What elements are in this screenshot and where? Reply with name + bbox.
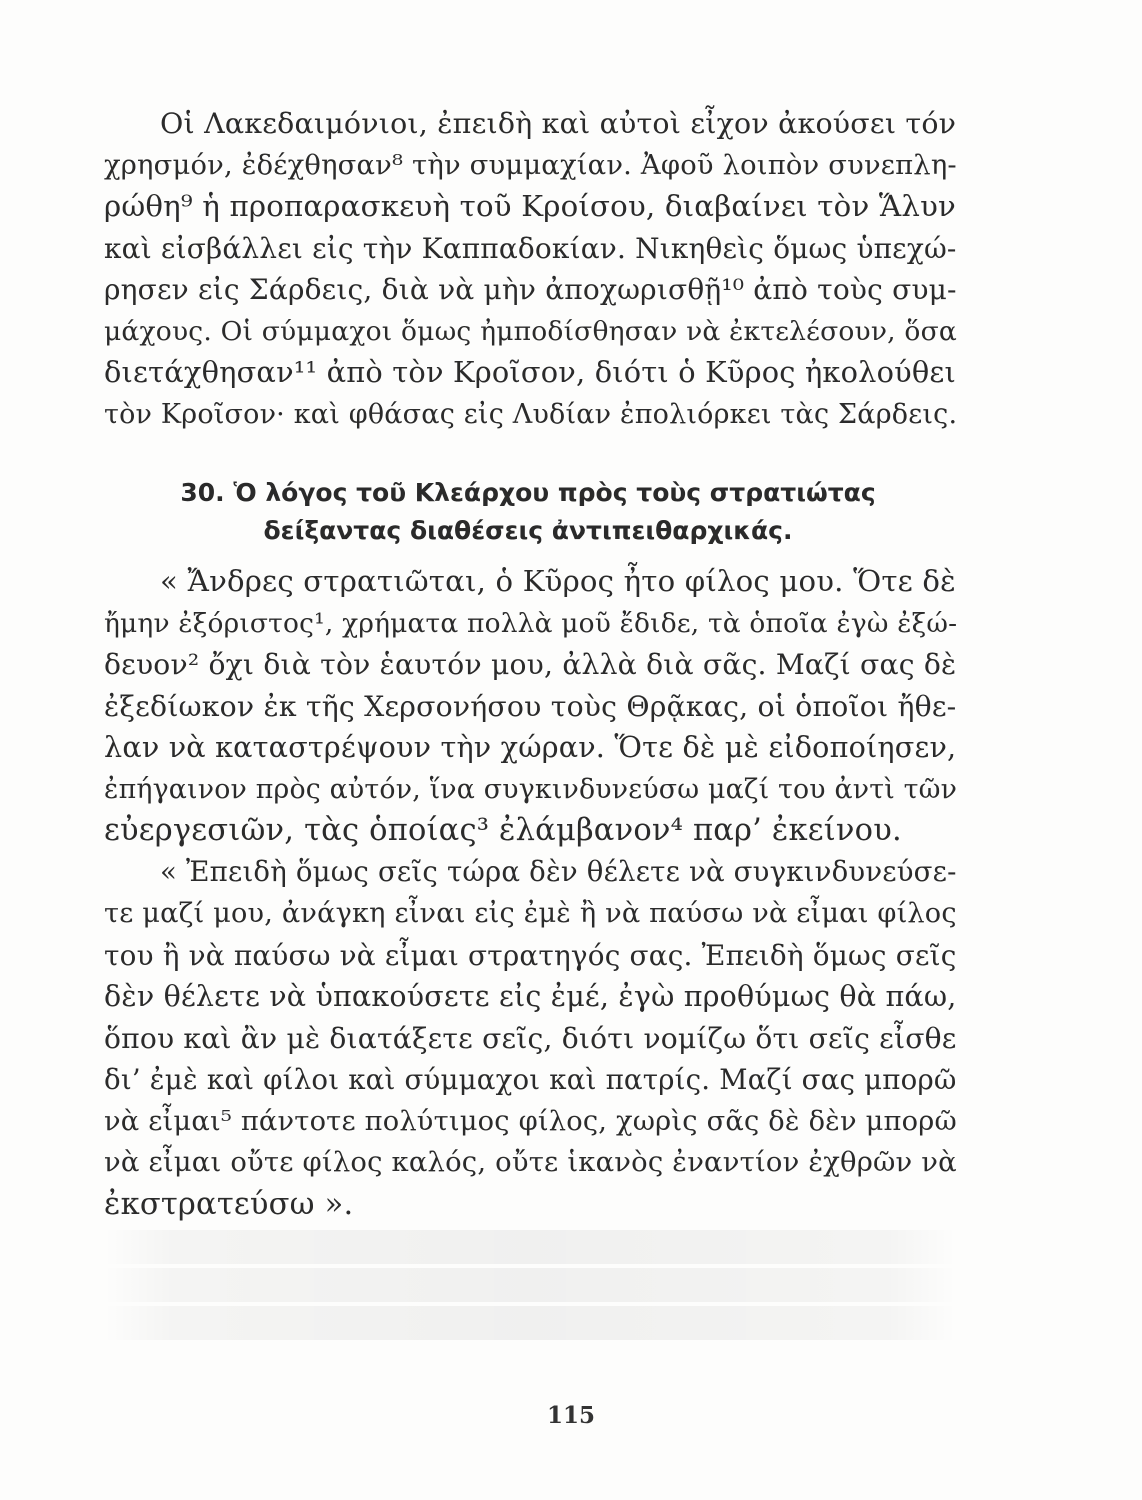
text-line: ρησεν εἰς Σάρδεις, διὰ νὰ μὴν ἀποχωρισθῇ¹⁰ ἀπὸ τοὺς συμ- (104, 273, 957, 306)
text-line: Οἱ Λακεδαιμόνιοι, ἐπειδὴ καὶ αὐτοὶ εἶχον ἀκούσει τόν (160, 107, 957, 140)
page-number: 115 (546, 1402, 595, 1429)
section-heading (168, 474, 888, 550)
text-line: ὅπου καὶ ἂν μὲ διατάξετε σεῖς, διότι νομίζω ὅτι σεῖς εἶσθε (104, 1021, 957, 1055)
text-line: εὐεργεσιῶν, τὰς ὁποίας³ ἐλάμβανον⁴ παρ’ ἐκείνου. (104, 813, 902, 848)
text-line: νὰ εἶμαι⁵ πάντοτε πολύτιμος φίλος, χωρὶς σᾶς δὲ δὲν μπορῶ (104, 1105, 957, 1137)
text-line: ἤμην ἐξόριστος¹, χρήματα πολλὰ μοῦ ἔδιδε, τὰ ὁποῖα ἐγὼ ἐξώ- (104, 607, 958, 639)
text-line: τὸν Κροῖσον· καὶ φθάσας εἰς Λυδίαν ἐπολιόρκει τὰς Σάρδεις. (104, 398, 958, 430)
heading-line: δείξαντας διαθέσεις ἀντιπειθαρχικάς. (263, 516, 793, 545)
text-line: καὶ εἰσβάλλει εἰς τὴν Καππαδοκίαν. Νικηθεὶς ὅμως ὑπεχώ- (104, 231, 957, 265)
text-line: τε μαζί μου, ἀνάγκη εἶναι εἰς ἐμὲ ἢ νὰ παύσω νὰ εἶμαι φίλος (104, 898, 957, 929)
text-line: « Ἐπειδὴ ὅμως σεῖς τώρα δὲν θέλετε νὰ συγκινδυνεύσε- (160, 855, 957, 888)
text-line: ἐκστρατεύσω ». (104, 1186, 354, 1222)
paragraph-clearchus-speech (104, 561, 956, 1225)
bleed-through-shadow (104, 1230, 956, 1380)
text-line: ἐπήγαινον πρὸς αὐτόν, ἵνα συγκινδυνεύσω μαζί του ἀντὶ τῶν (104, 773, 958, 805)
text-line: « Ἄνδρες στρατιῶται, ὁ Κῦρος ἦτο φίλος μου. Ὅτε δὲ (160, 564, 956, 598)
text-line: ἐξεδίωκον ἐκ τῆς Χερσονήσου τοὺς Θρᾷκας, οἱ ὁποῖοι ἤθε- (104, 689, 957, 723)
text-line: χρησμόν, ἐδέχθησαν⁸ τὴν συμμαχίαν. Ἀφοῦ λοιπὸν συνεπλη- (104, 149, 957, 181)
heading-line: 30. Ὁ λόγος τοῦ Κλεάρχου πρὸς τοὺς στρατιώτας (180, 478, 876, 507)
paragraph-croesus (104, 103, 956, 435)
text-line: ρώθη⁹ ἡ προπαρασκευὴ τοῦ Κροίσου, διαβαίνει τὸν Ἅλυν (104, 189, 956, 223)
text-line: μάχους. Οἱ σύμμαχοι ὅμως ἠμποδίσθησαν νὰ ἐκτελέσουν, ὅσα (104, 315, 958, 347)
text-line: λαν νὰ καταστρέψουν τὴν χώραν. Ὅτε δὲ μὲ εἰδοποίησεν, (104, 730, 957, 764)
text-line: νὰ εἶμαι οὔτε φίλος καλός, οὔτε ἱκανὸς ἐναντίον ἐχθρῶν νὰ (104, 1147, 957, 1178)
text-line: δευον² ὄχι διὰ τὸν ἑαυτόν μου, ἀλλὰ διὰ σᾶς. Μαζί σας δὲ (104, 648, 957, 681)
text-line: δι’ ἐμὲ καὶ φίλοι καὶ σύμμαχοι καὶ πατρίς. Μαζί σας μπορῶ (104, 1063, 957, 1096)
text-line: διετάχθησαν¹¹ ἀπὸ τὸν Κροῖσον, διότι ὁ Κῦρος ἠκολούθει (104, 355, 956, 389)
text-line: δὲν θέλετε νὰ ὑπακούσετε εἰς ἐμέ, ἐγὼ προθύμως θὰ πάω, (104, 980, 957, 1013)
text-line: του ἢ νὰ παύσω νὰ εἶμαι στρατηγός σας. Ἐπειδὴ ὅμως σεῖς (104, 938, 957, 972)
